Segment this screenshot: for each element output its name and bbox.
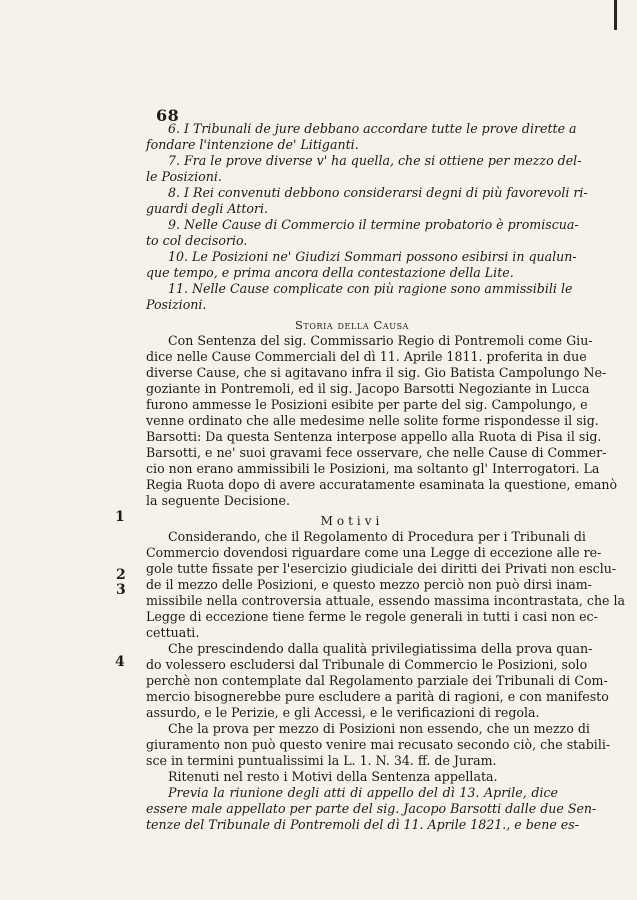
motivi-line: Commercio dovendosi riguardare come una Legge di eccezione alle re-: [146, 545, 602, 560]
page-body: [146, 121, 626, 833]
margin-number-1: 1: [115, 509, 125, 525]
motivi-line: mercio bisognerebbe pure escludere a parità di ragioni, e con manifesto: [146, 689, 609, 704]
motivi-line: Legge di eccezione tiene ferme le regole generali in tutti i casi non ec-: [146, 609, 598, 624]
item-line: 10. Le Posizioni ne' Giudizi Sommari possono esibirsi in qualun-: [168, 249, 577, 264]
decision-line: tenze del Tribunale di Pontremoli del dì 11. Aprile 1821., e bene es-: [146, 817, 579, 832]
section-heading-motivi: Motivi: [320, 514, 384, 528]
motivi-line: de il mezzo delle Posizioni, e questo mezzo perciò non può dirsi inam-: [146, 577, 592, 592]
item-line: 6. I Tribunali de jure debbano accordare tutte le prove dirette a: [168, 121, 577, 136]
item-line: 7. Fra le prove diverse v' ha quella, che si ottiene per mezzo del-: [168, 153, 582, 168]
item-line: guardi degli Attori.: [146, 201, 269, 216]
storia-line: la seguente Decisione.: [146, 493, 290, 508]
motivi-line: Considerando, che il Regolamento di Procedura per i Tribunali di: [168, 529, 586, 544]
motivi-line: do volessero escludersi dal Tribunale di Commercio le Posizioni, solo: [146, 657, 588, 672]
page-number: 68: [156, 106, 180, 125]
motivi-line: sce in termini puntualissimi la L. 1. N. 34. ff. de Juram.: [146, 753, 497, 768]
storia-line: venne ordinato che alle medesime nelle solite forme rispondesse il sig.: [146, 413, 599, 428]
item-line: 8. I Rei convenuti debbono considerarsi degni di più favorevoli ri-: [168, 185, 588, 200]
margin-number-4: 4: [115, 654, 125, 670]
storia-line: goziante in Pontremoli, ed il sig. Jacopo Barsotti Negoziante in Lucca: [146, 381, 590, 396]
decision-line: Previa la riunione degli atti di appello del dì 13. Aprile, dice: [168, 785, 558, 800]
motivi-paragraphs: [146, 529, 626, 833]
section-heading-storia: Storia della Causa: [294, 318, 410, 332]
motivi-line: Ritenuti nel resto i Motivi della Sentenza appellata.: [168, 769, 498, 784]
item-line: le Posizioni.: [146, 169, 222, 184]
item-line: fondare l'intenzione de' Litiganti.: [146, 137, 359, 152]
storia-line: diverse Cause, che si agitavano infra il sig. Gio Batista Campolungo Ne-: [146, 365, 607, 380]
storia-line: Barsotti, e ne' suoi gravami fece osservare, che nelle Cause di Commer-: [146, 445, 607, 460]
decision-line: essere male appellato per parte del sig. Jacopo Barsotti dalle due Sen-: [146, 801, 597, 816]
motivi-line: Che la prova per mezzo di Posizioni non essendo, che un mezzo di: [168, 721, 590, 736]
margin-number-3: 3: [116, 582, 126, 598]
storia-line: furono ammesse le Posizioni esibite per parte del sig. Campolungo, e: [146, 397, 588, 412]
motivi-line: giuramento non può questo venire mai recusato secondo ciò, che stabili-: [146, 737, 611, 752]
motivi-line: perchè non contemplate dal Regolamento parziale dei Tribunali di Com-: [146, 673, 608, 688]
numbered-items: [146, 121, 588, 313]
margin-number-2: 2: [116, 567, 126, 583]
motivi-line: Che prescindendo dalla qualità privilegiatissima della prova quan-: [168, 641, 593, 656]
storia-paragraph: [146, 333, 618, 509]
storia-line: dice nelle Cause Commerciali del dì 11. Aprile 1811. proferita in due: [146, 349, 587, 364]
item-line: to col decisorio.: [146, 233, 248, 248]
item-line: que tempo, e prima ancora della contestazione della Lite.: [146, 265, 514, 280]
item-line: Posizioni.: [146, 297, 207, 312]
motivi-line: gole tutte fissate per l'esercizio giudiciale dei diritti dei Privati non esclu-: [146, 561, 617, 576]
storia-line: Con Sentenza del sig. Commissario Regio di Pontremoli come Giu-: [168, 333, 593, 348]
motivi-line: cettuati.: [146, 625, 200, 640]
item-line: 9. Nelle Cause di Commercio il termine probatorio è promiscua-: [168, 217, 579, 232]
page-edge-mark: [614, 0, 617, 30]
storia-line: Regia Ruota dopo di avere accuratamente esaminata la questione, emanò: [146, 477, 618, 492]
storia-line: cio non erano ammissibili le Posizioni, ma soltanto gl' Interrogatori. La: [146, 461, 600, 476]
motivi-line: assurdo, e le Perizie, e gli Accessi, e le verificazioni di regola.: [146, 705, 540, 720]
item-line: 11. Nelle Cause complicate con più ragione sono ammissibili le: [168, 281, 573, 296]
storia-line: Barsotti: Da questa Sentenza interpose appello alla Ruota di Pisa il sig.: [146, 429, 602, 444]
motivi-line: missibile nella controversia attuale, essendo massima incontrastata, che la: [146, 593, 626, 608]
